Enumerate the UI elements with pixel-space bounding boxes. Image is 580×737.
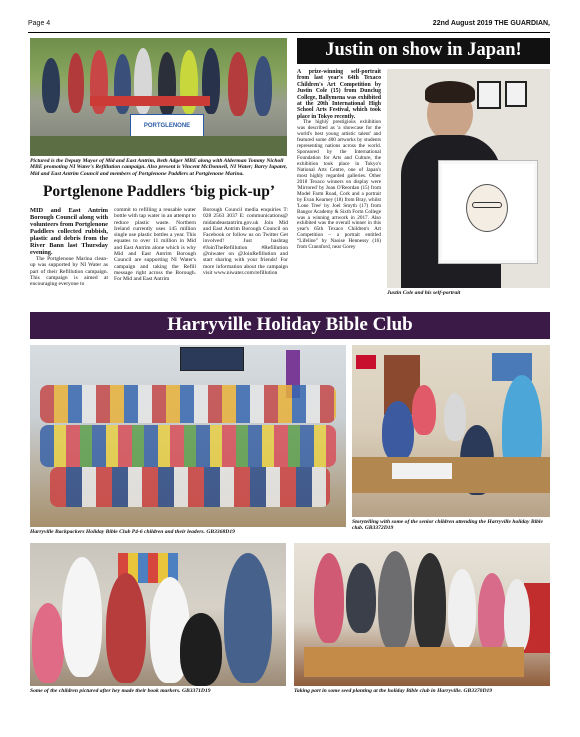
justin-caption: Justin Cole and his self-portrait [387, 290, 461, 296]
paddlers-col1-body: The Portglenone Marina clean-up was supported by NI Water as part of their Refillution campaign. This campaign is aimed at encouraging everyone to [30, 256, 108, 288]
page-number: Page 4 [28, 20, 51, 27]
bible-club-caption-2: Storytelling with some of the senior children attending the Harryville holiday Bible club. GB3372D19 [352, 519, 543, 532]
header-rule [28, 32, 550, 33]
paddlers-column-3: Borough Council media enquiries T: 028 2563 3037 E: communications@ midandeastantrim.gov.uk Join Mid and East Antrim Borough Council on Facebook or follow us on Twitter Get involved! Just hashtag #JoinTheRefillution #Refillution @niwater on @JoinRefillution and start sharing with your friends! For more information about the campaign visit www.niwater.com/refillution [203, 207, 288, 276]
self-portrait-frame [439, 161, 537, 263]
paddlers-caption: Pictured is the Deputy Mayor of Mid and East Antrim, Beth Adger MBE along with Alderman Tommy Nicholl MBE promoting NI Water's Refillution campaign. Also present is Vincent McDonnell, NI Water; Barry Iupater, Mid and East Antrim Council and members of Portglenone Paddlers at Portglenone Marina. [30, 158, 288, 177]
paddlers-column-2: commit to refilling a reusable water bottle with tap water in an attempt to reduce plastic waste. Northern Ireland currently uses 145 million single use plastic bottles a year. This equates to over 11 million in Mid and East Antrim alone which is why Mid and East Antrim Borough Council are supporting NI Water's campaign and taking the Refill message right across the Borough. For Mid and East Antrim [114, 207, 196, 283]
paddlers-sign: PORTGLENONE [130, 114, 204, 138]
bible-club-caption-1: Harryville Backpackers Holiday Bible Club P4-6 children and their leaders. GB3368D19 [30, 529, 235, 535]
bible-club-caption-3: Some of the children pictured after hey made their book markers. GB3371D19 [30, 688, 211, 694]
justin-article [297, 69, 381, 251]
bookmarks-photo [30, 543, 286, 686]
paddlers-lead: MID and East Antrim Borough Council along with volunteers from Portglenone Paddlers collected rubbish, plastic and debris from the River Bann last Thursday evening. [30, 207, 108, 256]
storytelling-photo [352, 345, 550, 517]
paddlers-column-1 [30, 207, 108, 287]
paddlers-headline: Portglenone Paddlers ‘big pick-up’ [42, 183, 276, 200]
bible-club-title: Harryville Holiday Bible Club [167, 314, 413, 335]
justin-headline: Justin on show in Japan! [325, 40, 522, 60]
bible-club-group-photo [30, 345, 346, 527]
paddlers-photo [30, 38, 287, 156]
page-header [28, 20, 550, 30]
justin-photo [387, 69, 550, 288]
dateline: 22nd August 2019 THE GUARDIAN, [432, 20, 550, 27]
justin-body: The highly prestigious exhibition was described as 'a showcase for the world's best young artistic talent' and featured some 400 artworks by students representing nations across the world. Sponsored by the International Foundation for Arts and Culture, the exhibition took place in Tokyo's National Arts Centre, one of Japan's most highly regarded galleries. Other 2018 Texaco winners on display were 'Mirrored' by Joan O'Reordan (15) from Model Farm Road, Cork and a portrait by Evan Kearney (18) from Bray, whilst 'Lone Tree' by Joel Smyth (17) from Bangor Academy & Sixth Form College was a winning artwork in 2017. Also exhibited was the overall winner in this year's 65th Texaco Children's Art Competition – a portrait entitled “Lifeline” by Naoise Hennessy (16) from Crannford, near Gorey [297, 119, 381, 251]
bible-club-caption-4: Taking part in some seed planting at the holiday Bible club in Harryville. GB3370D19 [294, 688, 493, 694]
justin-lead: A prize-winning self-portrait from last year's 64th Texaco Children's Art Competition by Justin Cole (15) from Dunclug College, Ballymena was exhibited at the 20th International High School Arts Festival, which took place in Tokyo recently. [297, 69, 381, 120]
seed-planting-photo [294, 543, 550, 686]
